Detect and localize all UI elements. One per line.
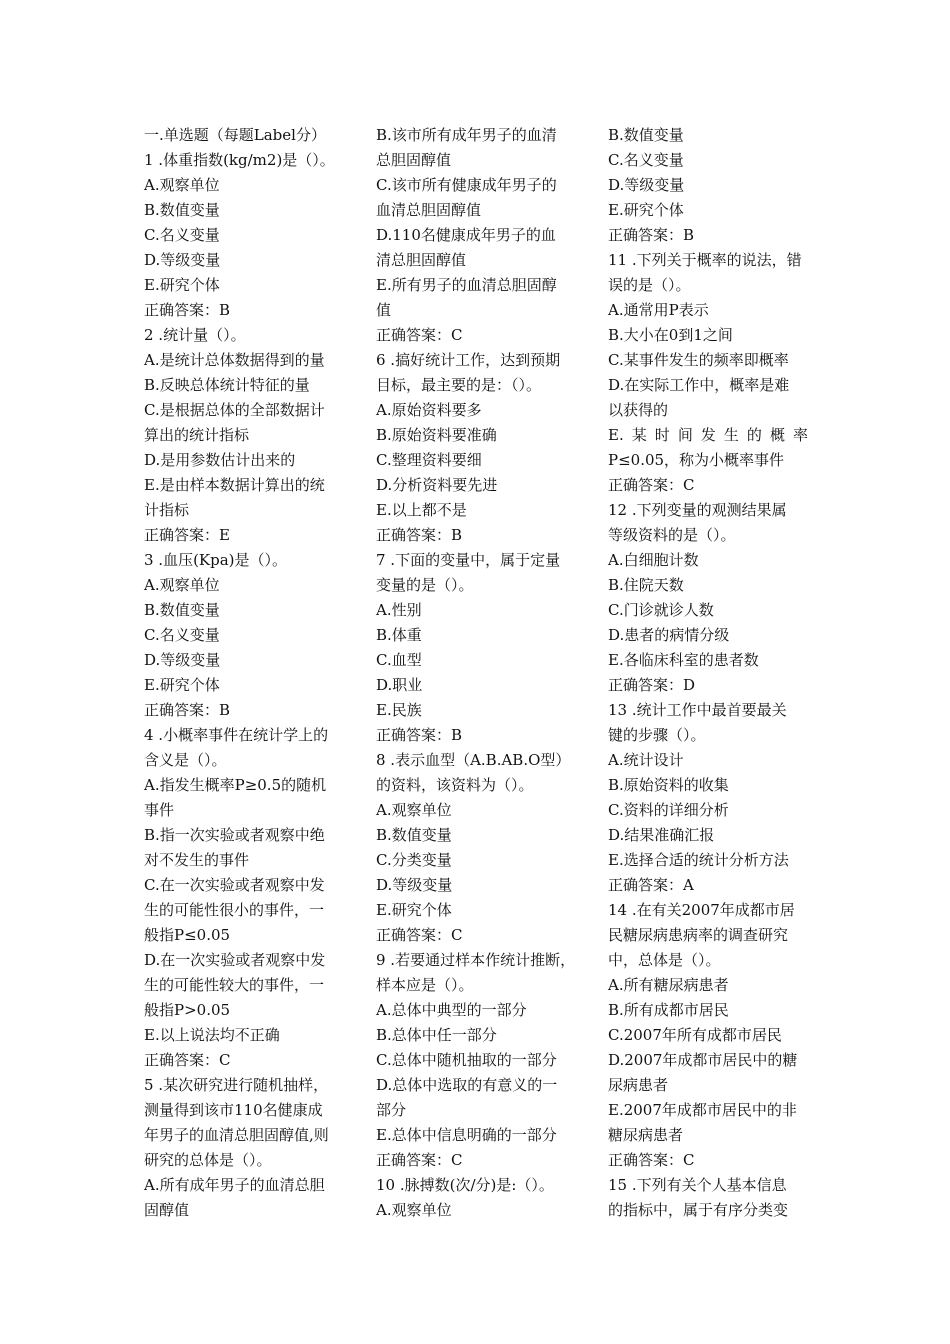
text-line: 键的步骤（）。 (608, 726, 706, 744)
text-line: 生的可能性很小的事件，一 (144, 901, 325, 919)
text-line: 等级资料的是（）。 (608, 526, 736, 544)
text-line: A.白细胞计数 (608, 551, 699, 569)
text-line: 样本应是（）。 (376, 976, 474, 994)
text-line: 以获得的 (608, 401, 669, 419)
text-line: 测量得到该市110名健康成 (144, 1101, 323, 1119)
text-line: 正确答案：C (376, 326, 463, 344)
text-line: 正确答案：B (608, 226, 695, 244)
text-line: E.研究个体 (608, 201, 684, 219)
text-line: 一.单选题（每题Label分） (144, 126, 326, 144)
text-line: A.统计设计 (608, 751, 684, 769)
text-line: B.该市所有成年男子的血清 (376, 126, 557, 144)
text-line: 正确答案：C (144, 1051, 231, 1069)
text-line: D.是用参数估计出来的 (144, 451, 296, 469)
text-line: 计指标 (144, 501, 190, 519)
text-line: 正确答案：B (144, 701, 231, 719)
text-line: C.血型 (376, 651, 422, 669)
text-line: C.整理资料要细 (376, 451, 482, 469)
text-line: 正确答案：D (608, 676, 696, 694)
text-line: D.等级变量 (608, 176, 685, 194)
text-line: 9 .若要通过样本作统计推断， (376, 951, 576, 969)
text-line: B.所有成都市居民 (608, 1001, 729, 1019)
text-line: D.2007年成都市居民中的糖 (608, 1051, 798, 1069)
text-line: 正确答案：C (376, 1151, 463, 1169)
text-line: B.体重 (376, 626, 422, 644)
text-line: C.分类变量 (376, 851, 452, 869)
text-line: 清总胆固醇值 (376, 251, 467, 269)
text-line: A.观察单位 (376, 801, 452, 819)
text-line: 4 .小概率事件在统计学上的 (144, 726, 329, 744)
text-line: 正确答案：E (144, 526, 230, 544)
text-line: 总胆固醇值 (376, 151, 452, 169)
text-line: C.该市所有健康成年男子的 (376, 176, 557, 194)
text-line: A.原始资料要多 (376, 401, 482, 419)
text-line: E.选择合适的统计分析方法 (608, 851, 789, 869)
text-line: C.是根据总体的全部数据计 (144, 401, 325, 419)
text-line: 7 .下面的变量中，属于定量 (376, 551, 561, 569)
text-line: B.住院天数 (608, 576, 684, 594)
text-line: D.110名健康成年男子的血 (376, 226, 556, 244)
text-line: B.大小在0到1之间 (608, 326, 733, 344)
text-line: D.总体中选取的有意义的一 (376, 1076, 558, 1094)
text-line: E.研究个体 (144, 276, 220, 294)
text-line: D.分析资料要先进 (376, 476, 498, 494)
text-line: 正确答案：A (608, 876, 694, 894)
text-line: A.指发生概率P≥0.5的随机 (144, 776, 327, 794)
text-line: 15 .下列有关个人基本信息 (608, 1176, 787, 1194)
text-line: 变量的是（）。 (376, 576, 474, 594)
text-line: E.研究个体 (376, 901, 452, 919)
text-line: E.所有男子的血清总胆固醇 (376, 276, 557, 294)
text-line: E.民族 (376, 701, 422, 719)
text-line: 对不发生的事件 (144, 851, 250, 869)
text-line: 值 (376, 301, 392, 319)
text-line: B.反映总体统计特征的量 (144, 376, 310, 394)
text-line: A.所有成年男子的血清总胆 (144, 1176, 325, 1194)
text-line: 正确答案：C (608, 476, 695, 494)
text-line: B.数值变量 (144, 601, 220, 619)
text-line: C.资料的详细分析 (608, 801, 729, 819)
text-line: 10 .脉搏数(次/分)是:（）。 (376, 1176, 554, 1194)
text-line: 的资料，该资料为（）。 (376, 776, 534, 794)
text-line: 般指P>0.05 (144, 1001, 231, 1019)
text-line: 生的可能性较大的事件，一 (144, 976, 325, 994)
text-line: 14 .在有关2007年成都市居 (608, 901, 795, 919)
text-line: A.性别 (376, 601, 422, 619)
text-line: D.等级变量 (376, 876, 453, 894)
text-line: B.数值变量 (376, 826, 452, 844)
text-column-1 (144, 123, 344, 1223)
text-line: 尿病患者 (608, 1076, 669, 1094)
text-line: D.等级变量 (144, 651, 221, 669)
text-line: D.结果准确汇报 (608, 826, 715, 844)
text-line: A.是统计总体数据得到的量 (144, 351, 325, 369)
text-line: 的指标中，属于有序分类变 (608, 1201, 789, 1219)
text-line: A.所有糖尿病患者 (608, 976, 729, 994)
text-line: P≤0.05，称为小概率事件 (608, 451, 785, 469)
text-line: 部分 (376, 1101, 407, 1119)
text-line: 6 .搞好统计工作，达到预期 (376, 351, 561, 369)
text-line: A.观察单位 (144, 576, 220, 594)
text-line: 3 .血压(Kpa)是（）。 (144, 551, 288, 569)
text-line: 正确答案：B (376, 726, 463, 744)
text-line: C.某事件发生的频率即概率 (608, 351, 789, 369)
text-line: A.通常用P表示 (608, 301, 709, 319)
text-line: E.某时间发生的概率 (608, 426, 808, 444)
text-line: A.总体中典型的一部分 (376, 1001, 527, 1019)
text-line: B.指一次实验或者观察中绝 (144, 826, 325, 844)
text-line: 1 .体重指数(kg/m2)是（）。 (144, 151, 335, 169)
text-line: D.等级变量 (144, 251, 221, 269)
text-line: 8 .表示血型（A.B.AB.O型） (376, 751, 571, 769)
text-line: E.总体中信息明确的一部分 (376, 1126, 557, 1144)
text-line: D.患者的病情分级 (608, 626, 730, 644)
text-line: B.原始资料要准确 (376, 426, 497, 444)
text-line: A.观察单位 (376, 1201, 452, 1219)
text-line: C.2007年所有成都市居民 (608, 1026, 782, 1044)
text-line: B.数值变量 (144, 201, 220, 219)
text-line: 中，总体是（）。 (608, 951, 721, 969)
text-line: 误的是（）。 (608, 276, 691, 294)
text-line: C.名义变量 (144, 226, 220, 244)
text-line: 含义是（）。 (144, 751, 227, 769)
text-line: 正确答案：B (144, 301, 231, 319)
text-line: 正确答案：C (608, 1151, 695, 1169)
text-line: B.数值变量 (608, 126, 684, 144)
text-line: 民糖尿病患病率的调查研究 (608, 926, 789, 944)
text-line: E.2007年成都市居民中的非 (608, 1101, 797, 1119)
text-line: 正确答案：C (376, 926, 463, 944)
text-line: C.门诊就诊人数 (608, 601, 714, 619)
text-line: E.以上都不是 (376, 501, 467, 519)
text-line: C.总体中随机抽取的一部分 (376, 1051, 557, 1069)
text-column-3 (608, 123, 808, 1223)
text-line: 事件 (144, 801, 175, 819)
text-line: 12 .下列变量的观测结果属 (608, 501, 787, 519)
text-line: 2 .统计量（）。 (144, 326, 246, 344)
text-line: 13 .统计工作中最首要最关 (608, 701, 787, 719)
text-line: E.是由样本数据计算出的统 (144, 476, 325, 494)
text-line: D.在实际工作中，概率是难 (608, 376, 790, 394)
text-line: C.名义变量 (144, 626, 220, 644)
text-line: 正确答案：B (376, 526, 463, 544)
text-line: E.以上说法均不正确 (144, 1026, 280, 1044)
text-line: 血清总胆固醇值 (376, 201, 482, 219)
text-line: D.职业 (376, 676, 423, 694)
text-line: 目标，最主要的是：（）。 (376, 376, 542, 394)
text-line: 研究的总体是（）。 (144, 1151, 272, 1169)
text-line: 算出的统计指标 (144, 426, 250, 444)
text-line: D.在一次实验或者观察中发 (144, 951, 326, 969)
text-line: 般指P≤0.05 (144, 926, 231, 944)
text-line: 年男子的血清总胆固醇值,则 (144, 1126, 329, 1144)
text-line: 5 .某次研究进行随机抽样， (144, 1076, 329, 1094)
text-line: 糖尿病患者 (608, 1126, 684, 1144)
text-line: B.原始资料的收集 (608, 776, 729, 794)
text-line: 11 .下列关于概率的说法，错 (608, 251, 802, 269)
text-line: E.研究个体 (144, 676, 220, 694)
text-line: E.各临床科室的患者数 (608, 651, 759, 669)
text-line: C.在一次实验或者观察中发 (144, 876, 325, 894)
text-line: 固醇值 (144, 1201, 190, 1219)
text-column-2 (376, 123, 576, 1223)
text-line: B.总体中任一部分 (376, 1026, 497, 1044)
text-line: A.观察单位 (144, 176, 220, 194)
text-line: C.名义变量 (608, 151, 684, 169)
